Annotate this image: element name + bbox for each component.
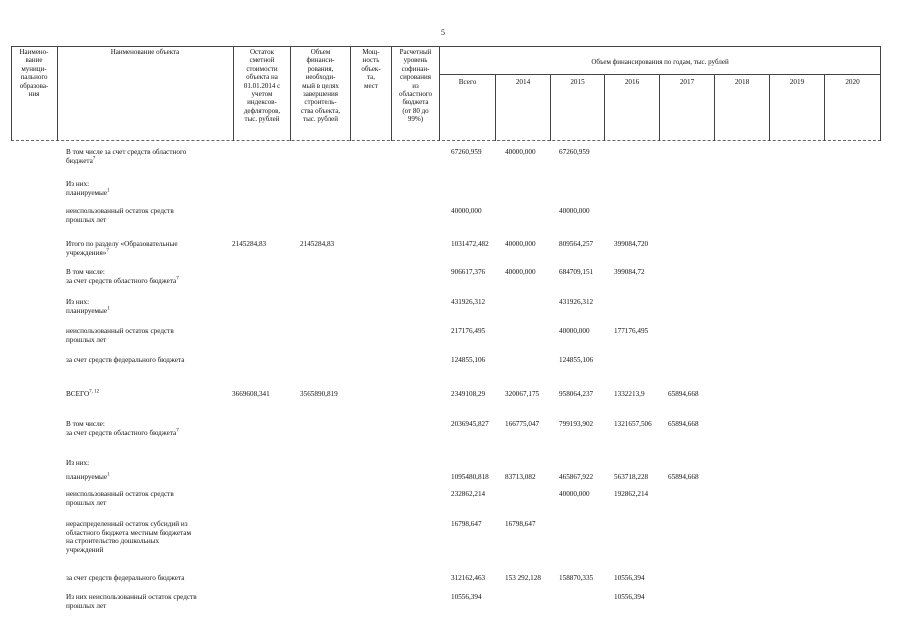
footnote-ref: 1 [107, 306, 110, 312]
cell-total: 10556,394 [451, 593, 482, 601]
row-label: Из них: планируемые$^1$ [66, 180, 110, 197]
footnote-ref: 7 [176, 276, 179, 282]
row-label: нераспределенный остаток субсидий из областного бюджета местным бюджетам на строительство дошкольных учреждений [66, 520, 191, 554]
header-mid-rule [439, 74, 881, 75]
cell-total: 2349108,29 [451, 390, 486, 398]
cell-total: 1031472,482 [451, 240, 489, 248]
cell-total: 431926,312 [451, 298, 486, 306]
header-year-2015: 2015 [570, 78, 585, 86]
cell-total: 1095480,818 [451, 473, 489, 481]
header-year-total: Всего [458, 78, 477, 86]
cell-total: 906617,376 [451, 268, 486, 276]
cell-y2016: 563718,228 [614, 473, 649, 481]
cell-y2016: 399084,720 [614, 240, 649, 248]
header-remaining-cost: Остаток сметной стоимости объекта на 01.01.2014 с учетом индексов- дефляторов, тыс. рублей [243, 48, 281, 124]
cell-y2017: 65894,668 [668, 390, 699, 398]
cell-y2015: 465867,922 [559, 473, 594, 481]
cell-y2015: 799193,902 [559, 420, 594, 428]
cell-total: 2036945,827 [451, 420, 489, 428]
cell-total: 312162,463 [451, 574, 486, 582]
header-year-2019: 2019 [789, 78, 805, 86]
footnote-ref: 1 [107, 472, 110, 478]
header-year-2018: 2018 [734, 78, 750, 86]
cell-volume: 3565890,819 [300, 390, 338, 398]
row-label: за счет средств федерального бюджета [66, 574, 185, 582]
cell-y2017: 65894,668 [668, 473, 699, 481]
cell-y2014: 83713,082 [505, 473, 536, 481]
footnote-ref: 7 [92, 156, 96, 162]
cell-total: 232862,214 [451, 490, 486, 498]
cell-total: 124855,106 [451, 356, 486, 364]
cell-remaining: 2145284,83 [232, 240, 267, 248]
col-divider [880, 46, 881, 141]
cell-total: 67260,959 [451, 148, 482, 156]
col-divider [57, 46, 58, 141]
header-top-rule [11, 46, 881, 47]
footnote-ref: 7, 12 [89, 389, 100, 395]
header-cofinancing: Расчетный уровень софинан- сирования из областного бюджета (от 80 до 99%) [398, 48, 433, 124]
table-header [11, 46, 881, 141]
cell-y2015: 158870,335 [559, 574, 594, 582]
cell-volume: 2145284,83 [300, 240, 335, 248]
cell-y2015: 431926,312 [559, 298, 594, 306]
row-label: неиспользованный остаток средств прошлых лет [66, 327, 174, 344]
header-capacity: Мощ- ность объек- та, мест [361, 48, 381, 90]
row-label: Из них: [66, 459, 90, 467]
cell-y2014: 40000,000 [505, 240, 536, 248]
cell-y2014: 153 292,128 [505, 574, 541, 582]
cell-y2016: 10556,394 [614, 574, 645, 582]
col-divider [439, 46, 440, 141]
row-label: планируемые$^1$ [66, 472, 110, 481]
header-year-2014: 2014 [515, 78, 531, 86]
cell-y2014: 320067,175 [505, 390, 540, 398]
cell-y2016: 1321657,506 [614, 420, 652, 428]
row-label: В том числе за счет средств областного бюджета$^7$ [66, 148, 187, 165]
header-year-2020: 2020 [845, 78, 860, 86]
row-label: Из них неиспользованный остаток средств прошлых лет [66, 593, 197, 610]
cell-y2015: 40000,000 [559, 490, 590, 498]
cell-y2015: 40000,000 [559, 327, 590, 335]
cell-y2014: 16798,647 [505, 520, 536, 528]
header-object-name: Наименование объекта [110, 48, 180, 56]
header-required-volume: Объем финанси- рования, необходи- мый в целях завершения строитель- ства объекта, тыс. рублей [300, 48, 341, 124]
cell-y2016: 1332213,9 [614, 390, 645, 398]
footnote-ref: 1 [107, 188, 110, 194]
cell-remaining: 3669608,341 [232, 390, 270, 398]
cell-y2016: 399084,72 [614, 268, 645, 276]
cell-y2014: 40000,000 [505, 268, 536, 276]
header-bottom-rule [11, 140, 881, 141]
cell-total: 16798,647 [451, 520, 482, 528]
cell-y2014: 166775,047 [505, 420, 540, 428]
cell-y2015: 684709,151 [559, 268, 594, 276]
header-years-title: Объем финансирования по годам, тыс. рублей [591, 58, 729, 66]
cell-total: 40000,000 [451, 207, 482, 215]
header-year-2017: 2017 [679, 78, 695, 86]
cell-y2015: 40000,000 [559, 207, 590, 215]
cell-total: 217176,495 [451, 327, 486, 335]
cell-y2017: 65894,668 [668, 420, 699, 428]
row-label: ВСЕГО$^{7, 12}$ [66, 389, 100, 398]
footnote-ref: 7 [106, 248, 109, 254]
footnote-ref: 7 [176, 428, 179, 434]
header-municipality: Наимено- вание муници- пального образова- ния [19, 48, 49, 99]
row-label: неиспользованный остаток средств прошлых лет [66, 207, 174, 224]
cell-y2014: 40000,000 [505, 148, 536, 156]
cell-y2015: 958064,237 [559, 390, 594, 398]
cell-y2016: 10556,394 [614, 593, 645, 601]
row-label: неиспользованный остаток средств прошлых лет [66, 490, 174, 507]
cell-y2015: 124855,106 [559, 356, 594, 364]
cell-y2016: 192862,214 [614, 490, 649, 498]
row-label: В том числе: за счет средств областного бюджета$^7$ [66, 420, 179, 437]
cell-y2015: 67260,959 [559, 148, 590, 156]
header-year-2016: 2016 [624, 78, 640, 86]
row-label: за счет средств федерального бюджета [66, 356, 185, 364]
row-label: Из них: планируемые$^1$ [66, 298, 110, 315]
cell-y2016: 177176,495 [614, 327, 649, 335]
cell-y2015: 809564,257 [559, 240, 594, 248]
row-label: В том числе: за счет средств областного бюджета$^7$ [66, 268, 179, 285]
row-label: Итого по разделу «Образовательные учреждения»$^7$ [66, 240, 178, 257]
page-number: 5 [441, 28, 445, 37]
